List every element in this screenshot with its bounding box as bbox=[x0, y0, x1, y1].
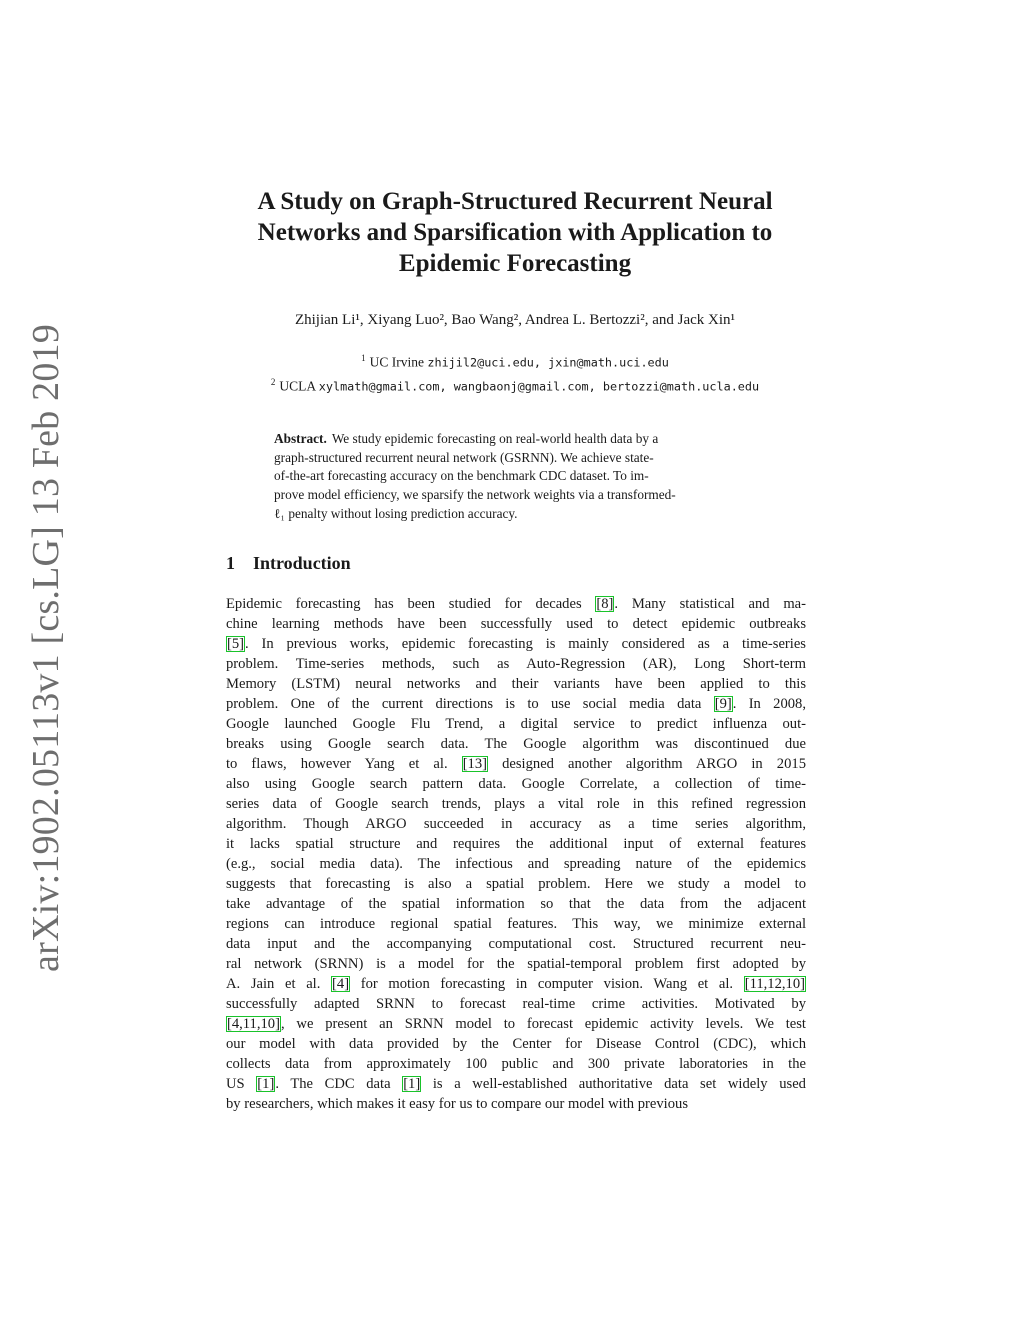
intro-text: it lacks spatial structure and requires the additional input of external features bbox=[226, 836, 806, 852]
abstract-line: Abstract. We study epidemic forecasting on real-world health data by a bbox=[274, 431, 659, 446]
intro-line bbox=[226, 1074, 806, 1094]
intro-line bbox=[226, 794, 806, 814]
intro-line bbox=[226, 714, 806, 734]
affiliation-org: UC Irvine bbox=[369, 354, 424, 370]
abstract-line: of-the-art forecasting accuracy on the benchmark CDC dataset. To im- bbox=[274, 468, 649, 484]
intro-text: algorithm. Though ARGO succeeded in accuracy as a time series algorithm, bbox=[226, 816, 806, 832]
author-list: Zhijian Li¹, Xiyang Luo², Bao Wang², Andrea L. Bertozzi², and Jack Xin¹ bbox=[294, 312, 736, 328]
intro-text: problem. One of the current directions is to use social media data bbox=[226, 696, 714, 712]
intro-line bbox=[226, 694, 806, 714]
intro-text: . Many statistical and ma- bbox=[614, 596, 807, 612]
intro-text: for motion forecasting in computer vision. Wang et al. bbox=[350, 976, 744, 992]
intro-line bbox=[226, 674, 806, 694]
intro-line bbox=[226, 834, 806, 854]
citation-link[interactable]: [1] bbox=[257, 1076, 275, 1092]
abstract-line: prove model efficiency, we sparsify the network weights via a transformed- bbox=[274, 487, 676, 503]
intro-text: problem. Time-series methods, such as Auto-Regression (AR), Long Short-term bbox=[226, 656, 806, 672]
introduction-body bbox=[226, 594, 806, 1114]
intro-text: data input and the accompanying computational cost. Structured recurrent neu- bbox=[226, 936, 806, 952]
intro-line bbox=[226, 954, 806, 974]
section-heading bbox=[226, 553, 351, 574]
section-number: 1 bbox=[226, 553, 235, 573]
affiliation-2 bbox=[180, 373, 850, 397]
intro-line bbox=[226, 894, 806, 914]
intro-text: take advantage of the spatial information so that the data from the adjacent bbox=[226, 896, 806, 912]
intro-text: ral network (SRNN) is a model for the spatial-temporal problem first adopted by bbox=[226, 956, 806, 972]
arxiv-side-stamp bbox=[18, 323, 74, 972]
affiliation-emails[interactable]: zhijil2@uci.edu, jxin@math.uci.edu bbox=[427, 355, 669, 370]
intro-line bbox=[226, 634, 806, 654]
affiliation-mark: 1 bbox=[361, 353, 366, 363]
intro-text: by researchers, which makes it easy for us to compare our model with previous bbox=[226, 1096, 688, 1112]
intro-text: suggests that forecasting is also a spatial problem. Here we study a model to bbox=[226, 876, 806, 892]
intro-line bbox=[226, 914, 806, 934]
title-line: A Study on Graph-Structured Recurrent Neural bbox=[257, 188, 773, 215]
intro-text: US bbox=[226, 1076, 257, 1092]
title-line: Networks and Sparsification with Application to bbox=[257, 219, 773, 246]
intro-text: collects data from approximately 100 public and 300 private laboratories in the bbox=[226, 1056, 806, 1072]
intro-text: regions can introduce regional spatial features. This way, we minimize external bbox=[226, 916, 806, 932]
citation-link[interactable]: [8] bbox=[596, 596, 614, 612]
intro-text: . The CDC data bbox=[275, 1076, 403, 1092]
intro-line bbox=[226, 1094, 806, 1114]
intro-text: breaks using Google search data. The Google algorithm was discontinued due bbox=[226, 736, 806, 752]
intro-text: also using Google search pattern data. Google Correlate, a collection of time- bbox=[226, 776, 806, 792]
intro-text: (e.g., social media data). The infectious and spreading nature of the epidemics bbox=[226, 856, 806, 872]
abstract-line: graph-structured recurrent neural network (GSRNN). We achieve state- bbox=[274, 449, 654, 465]
intro-line bbox=[226, 854, 806, 874]
abstract bbox=[274, 430, 761, 524]
section-title: Introduction bbox=[253, 553, 351, 573]
citation-link[interactable]: [5] bbox=[227, 636, 245, 652]
intro-line bbox=[226, 874, 806, 894]
intro-line bbox=[226, 774, 806, 794]
intro-text: Google launched Google Flu Trend, a digital service to predict influenza out- bbox=[226, 716, 806, 732]
intro-line bbox=[226, 594, 806, 614]
intro-line bbox=[226, 654, 806, 674]
paper-title bbox=[200, 186, 830, 279]
abstract-label: Abstract. bbox=[274, 431, 327, 446]
citation-link[interactable]: [9] bbox=[714, 696, 732, 712]
affiliation-mark: 2 bbox=[270, 376, 276, 387]
intro-text: . In 2008, bbox=[732, 696, 806, 712]
intro-line bbox=[226, 934, 806, 954]
intro-line bbox=[226, 754, 806, 774]
affiliation-1 bbox=[180, 349, 850, 373]
citation-link[interactable]: [1] bbox=[403, 1076, 421, 1092]
arxiv-identifier: arXiv:1902.05113v1 [cs.LG] 13 Feb 2019 bbox=[25, 323, 68, 972]
citation-link[interactable]: [13] bbox=[462, 756, 488, 772]
intro-line bbox=[226, 974, 806, 994]
intro-text: series data of Google search trends, plays a vital role in this refined regression bbox=[226, 796, 806, 812]
intro-line bbox=[226, 994, 806, 1014]
affiliations bbox=[180, 349, 850, 396]
intro-line bbox=[226, 1034, 806, 1054]
affiliation-emails[interactable]: xylmath@gmail.com, wangbaonj@gmail.com, bertozzi@math.ucla.edu bbox=[318, 379, 760, 393]
citation-link[interactable]: [11,12,10] bbox=[744, 976, 805, 992]
citation-link[interactable]: [4,11,10] bbox=[227, 1016, 280, 1032]
intro-text: Epidemic forecasting has been studied for decades bbox=[226, 596, 596, 612]
intro-text: our model with data provided by the Center for Disease Control (CDC), which bbox=[226, 1036, 806, 1052]
intro-line bbox=[226, 614, 806, 634]
intro-text: Memory (LSTM) neural networks and their variants have been applied to this bbox=[226, 676, 806, 692]
intro-text: successfully adapted SRNN to forecast real-time crime activities. Motivated by bbox=[226, 996, 806, 1012]
affiliation-org: UCLA bbox=[279, 378, 316, 393]
intro-line bbox=[226, 1014, 806, 1034]
intro-text: . In previous works, epidemic forecasting is mainly considered as a time-series bbox=[245, 636, 806, 652]
intro-line bbox=[226, 814, 806, 834]
intro-line bbox=[226, 734, 806, 754]
intro-text: chine learning methods have been successfully used to detect epidemic outbreaks bbox=[226, 616, 806, 632]
intro-line bbox=[226, 1054, 806, 1074]
intro-text: is a well-established authoritative data set widely used bbox=[421, 1076, 806, 1092]
title-line: Epidemic Forecasting bbox=[398, 250, 632, 277]
citation-link[interactable]: [4] bbox=[332, 976, 350, 992]
intro-text: A. Jain et al. bbox=[226, 976, 332, 992]
intro-text: designed another algorithm ARGO in 2015 bbox=[488, 756, 806, 772]
abstract-line: ℓ₁ penalty without losing prediction accuracy. bbox=[274, 505, 518, 521]
intro-text: to flaws, however Yang et al. bbox=[226, 756, 462, 772]
intro-text: , we present an SRNN model to forecast epidemic activity levels. We test bbox=[280, 1016, 806, 1032]
